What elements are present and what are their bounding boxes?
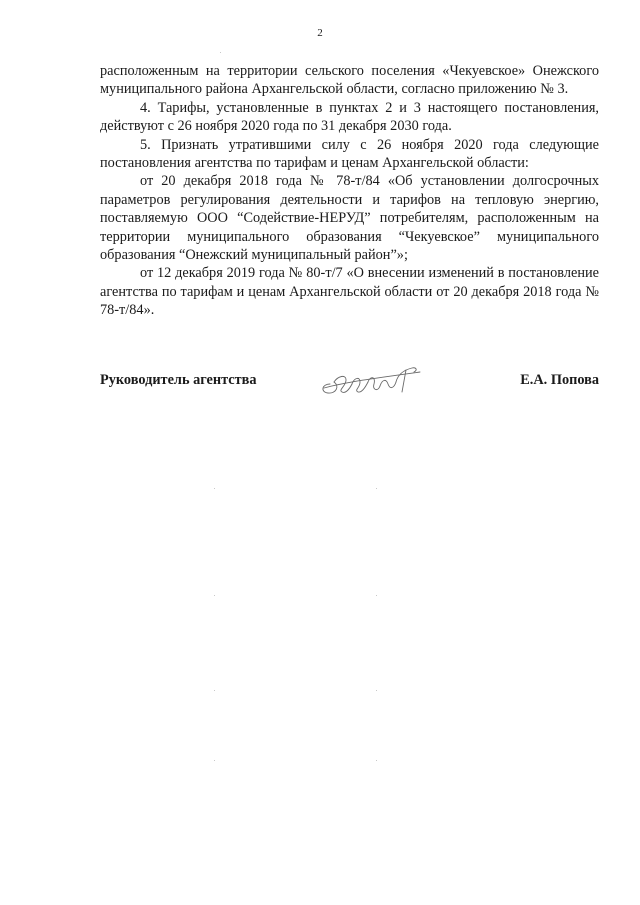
page-number: 2 bbox=[317, 27, 323, 39]
scan-speck bbox=[376, 595, 377, 596]
scan-speck bbox=[220, 52, 221, 53]
scan-speck bbox=[214, 690, 215, 691]
paragraph-continuation: расположенным на территории сельского поселения «Чекуевское» Онежского муниципального района Архангельской области, согласно приложению № 3. bbox=[100, 63, 599, 98]
paragraph-item-5: 5. Признать утратившими силу с 26 ноября 2020 года следующие постановления агентства по тарифам и ценам Архангельской области: bbox=[100, 136, 599, 172]
scan-speck bbox=[376, 760, 377, 761]
paragraph-repealed-act-2: от 12 декабря 2019 года № 80-т/7 «О внесении изменений в постановление агентства по тарифам и ценам Архангельской области от 20 декабря 2018 года № 78-т/84». bbox=[100, 265, 599, 319]
handwritten-signature bbox=[316, 362, 426, 398]
document-body bbox=[100, 62, 599, 320]
scan-speck bbox=[214, 595, 215, 596]
scan-speck bbox=[376, 488, 377, 489]
scan-speck bbox=[214, 488, 215, 489]
paragraph-repealed-act-1: от 20 декабря 2018 года № 78-т/84 «Об установлении долгосрочных параметров регулирования деятельности и тарифов на тепловую энергию, поставляемую ООО “Содействие-НЕРУД” потребителям, расположенным на территории муниципального образования “Чекуевское” муниципального образования “Онежский муниципальный район”»; bbox=[100, 173, 599, 264]
signatory-name: Е.А. Попова bbox=[520, 372, 599, 388]
signature-block bbox=[100, 362, 599, 402]
scan-speck bbox=[214, 760, 215, 761]
scan-speck bbox=[376, 690, 377, 691]
paragraph-item-4: 4. Тарифы, установленные в пунктах 2 и 3 настоящего постановления, действуют с 26 ноября 2020 года по 31 декабря 2030 года. bbox=[100, 99, 599, 135]
signatory-title: Руководитель агентства bbox=[100, 372, 257, 388]
